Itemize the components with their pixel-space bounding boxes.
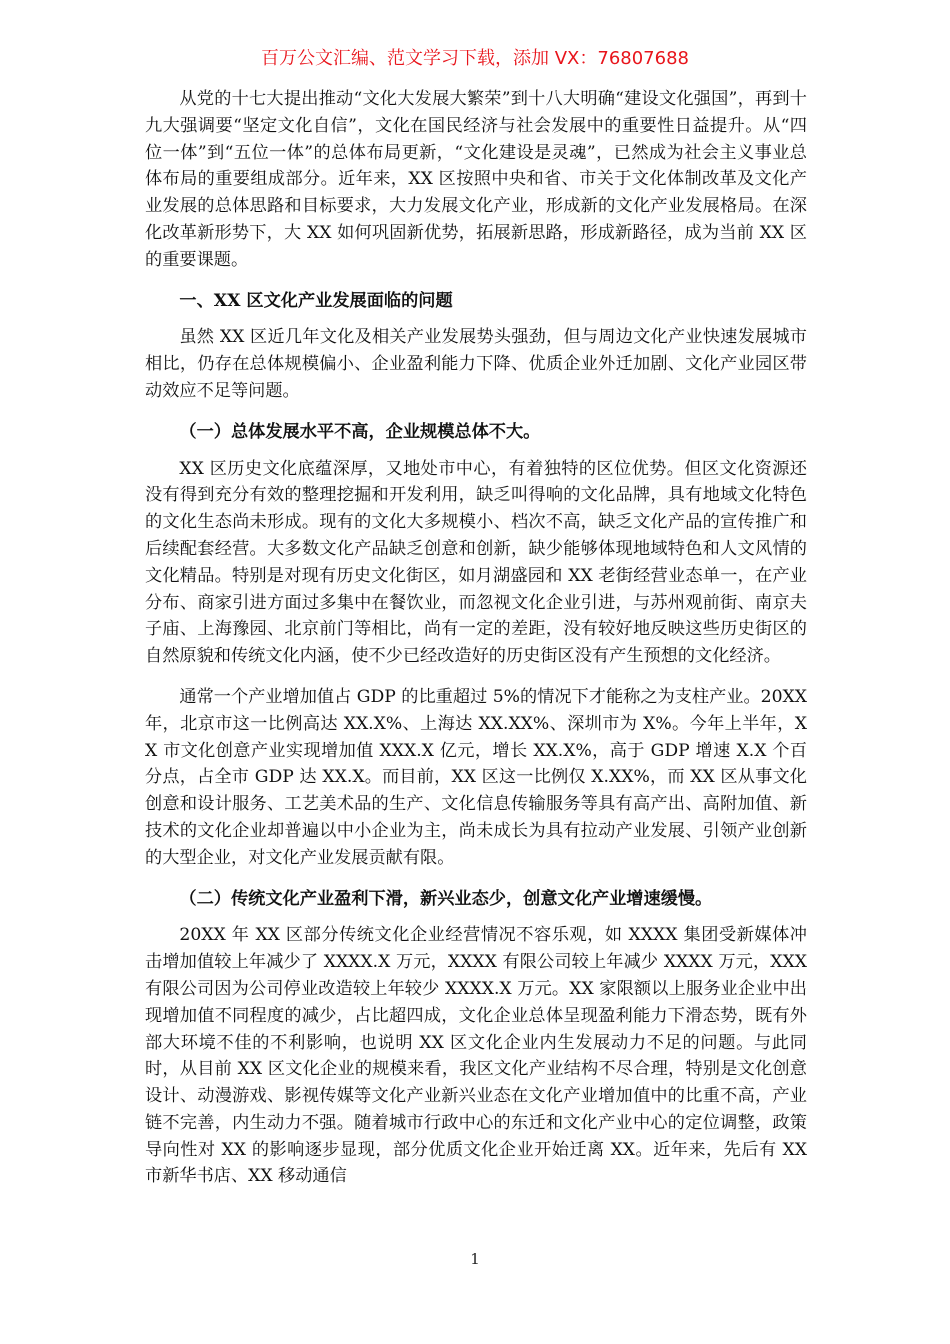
- paragraph-intro: 从党的十七大提出推动“文化大发展大繁荣”到十八大明确“建设文化强国”，再到十九大强调要“坚定文化自信”，文化在国民经济与社会发展中的重要性日益提升。从“四位一体”到“五位一体”的总体布局更新，“文化建设是灵魂”，已然成为社会主义事业总体布局的重要组成部分。近年来，XX 区按照中央和省、市关于文化体制改革及文化产业发展的总体思路和目标要求，大力发展文化产业，形成新的文化产业发展格局。在深化改革新形势下，大 XX 如何巩固新优势，拓展新思路，形成新路径，成为当前 XX 区的重要课题。: [145, 89, 807, 270]
- paragraph-history: XX 区历史文化底蕴深厚，又地处市中心，有着独特的区位优势。但区文化资源还没有得到充分有效的整理挖掘和开发利用，缺乏叫得响的文化品牌，具有地域文化特色的文化生态尚未形成。现有的文化大多规模小、档次不高，缺乏文化产品的宣传推广和后续配套经营。大多数文化产品缺乏创意和创新，缺少能够体现地域特色和人文风情的文化精品。特别是对现有历史文化街区，如月湖盛园和 XX 老街经营业态单一，在产业分布、商家引进方面过多集中在餐饮业，而忽视文化企业引进，与苏州观前街、南京夫子庙、上海豫园、北京前门等相比，尚有一定的差距，没有较好地反映这些历史街区的自然原貌和传统文化内涵，使不少已经改造好的历史街区没有产生预想的文化经济。: [145, 458, 807, 667]
- page-number: 1: [470, 1250, 480, 1268]
- subsection-heading-2: （二）传统文化产业盈利下滑，新兴业态少，创意文化产业增速缓慢。: [179, 888, 713, 909]
- subsection-heading-1: （一）总体发展水平不高，企业规模总体不大。: [179, 421, 541, 442]
- document-body: [145, 86, 807, 1190]
- paragraph-overview: 虽然 XX 区近几年文化及相关产业发展势头强劲，但与周边文化产业快速发展城市相比，仍存在总体规模偏小、企业盈利能力下降、优质企业外迁加剧、文化产业园区带动效应不足等问题。: [145, 327, 807, 401]
- header-banner: 百万公文汇编、范文学习下载，添加 VX：76807688: [261, 48, 689, 69]
- paragraph-traditional-industry: 20XX 年 XX 区部分传统文化企业经营情况不容乐观，如 XXXX 集团受新媒体冲击增加值较上年减少了 XXXX.X 万元，XXXX 有限公司较上年减少 XXXX 万元，XXX 有限公司因为公司停业改造较上年较少 XXXX.X 万元。XX 家限额以上服务业企业中出现增加值不同程度的减少，占比超四成，文化企业总体呈现盈利能力下滑态势，既有外部大环境不佳的不利影响，也说明 XX 区文化企业内生发展动力不足的问题。与此同时，从目前 XX 区文化企业的规模来看，我区文化产业结构不尽合理，特别是文化创意设计、动漫游戏、影视传媒等文化产业新兴业态在文化产业增加值中的比重不高，产业链不完善，内生动力不强。随着城市行政中心的东迁和文化产业中心的定位调整，政策导向性对 XX 的影响逐步显现，部分优质文化企业开始迁离 XX。近年来，先后有 XX 市新华书店、XX 移动通信: [145, 925, 807, 1187]
- paragraph-gap: [145, 670, 807, 684]
- section-heading-1: 一、XX 区文化产业发展面临的问题: [179, 290, 453, 311]
- paragraph-gdp: 通常一个产业增加值占 GDP 的比重超过 5%的情况下才能称之为支柱产业。20XX 年，北京市这一比例高达 XX.X%、上海达 XX.XX%、深圳市为 X%。今年上半年，XX 市文化创意产业实现增加值 XXX.X 亿元，增长 XX.X%，高于 GDP 增速 X.X 个百分点，占全市 GDP 达 XX.X。而目前，XX 区这一比例仅 X.XX%，而 XX 区从事文化创意和设计服务、工艺美术品的生产、文化信息传输服务等具有高产出、高附加值、新技术的文化企业却普遍以中小企业为主，尚未成长为具有拉动产业发展、引领产业创新的大型企业，对文化产业发展贡献有限。: [145, 686, 807, 868]
